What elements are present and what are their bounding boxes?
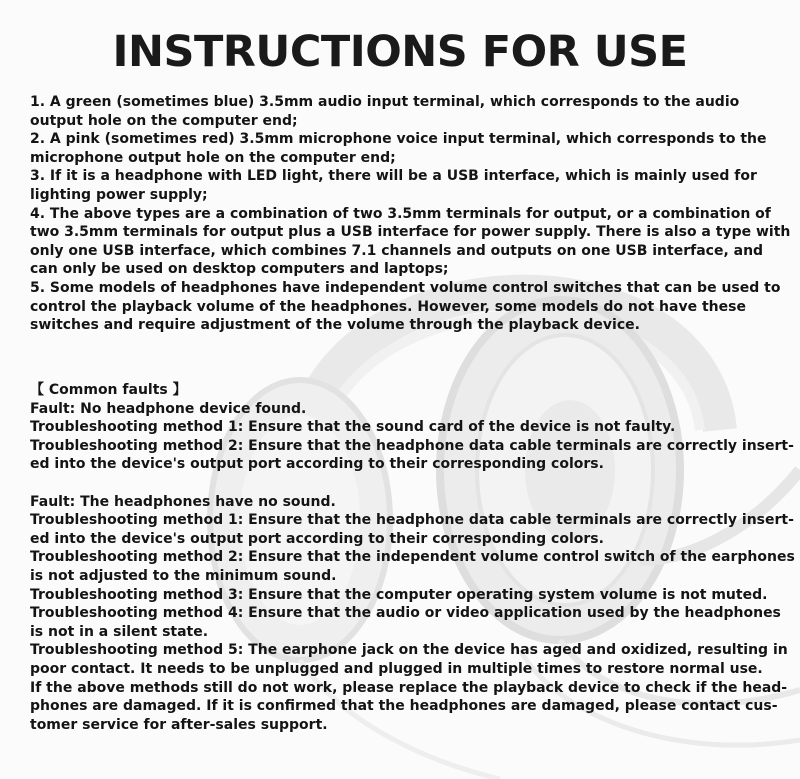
closing-note: If the above methods still do not work, please replace the playback device to check if the head-phones are damaged. If it is confirmed that the headphones are damaged, please contact cus-tomer service for after-sales support.	[30, 679, 788, 733]
troubleshooting-method: Troubleshooting method 1: Ensure that the headphone data cable terminals are correctly insert-ed into the device's output port according to their corresponding colors.	[30, 512, 794, 547]
instruction-item: 2. A pink (sometimes red) 3.5mm microphone voice input terminal, which corresponds to the microphone output hole on the computer end;	[30, 131, 767, 166]
fault-title: Fault: The headphones have no sound.	[30, 493, 336, 510]
troubleshooting-method: Troubleshooting method 2: Ensure that the independent volume control switch of the earphones is not adjusted to the minimum sound.	[30, 549, 795, 584]
troubleshooting-method: Troubleshooting method 5: The earphone jack on the device has aged and oxidized, resulting in poor contact. It needs to be unplugged and plugged in multiple times to restore normal use.	[30, 642, 788, 677]
troubleshooting-method: Troubleshooting method 3: Ensure that the computer operating system volume is not muted.	[30, 586, 768, 603]
instruction-item: 3. If it is a headphone with LED light, there will be a USB interface, which is mainly used for lighting power supply;	[30, 168, 757, 203]
instruction-item: 4. The above types are a combination of two 3.5mm terminals for output, or a combination of two 3.5mm terminals for output plus a USB interface for power supply. There is also a type with only one USB interface, which combines 7.1 channels and outputs on one USB interface, and can only be used on desktop computers and laptops;	[30, 205, 791, 278]
instruction-item: 1. A green (sometimes blue) 3.5mm audio input terminal, which corresponds to the audio output hole on the computer end;	[30, 94, 740, 129]
section-spacer	[30, 474, 795, 493]
common-faults-section	[30, 381, 795, 734]
fault-title: Fault: No headphone device found.	[30, 400, 307, 417]
troubleshooting-method: Troubleshooting method 1: Ensure that the sound card of the device is not faulty.	[30, 419, 676, 436]
troubleshooting-method: Troubleshooting method 4: Ensure that the audio or video application used by the headphones is not in a silent state.	[30, 605, 781, 640]
page-title: INSTRUCTIONS FOR USE	[112, 27, 688, 77]
instructions-list	[30, 93, 795, 335]
troubleshooting-method: Troubleshooting method 2: Ensure that the headphone data cable terminals are correctly insert-ed into the device's output port according to their corresponding colors.	[30, 437, 794, 473]
faults-heading: 【 Common faults 】	[30, 382, 187, 398]
instruction-item: 5. Some models of headphones have independent volume control switches that can be used to control the playback volume of the headphones. However, some models do not have these switches and require adjustment of the volume through the playback device.	[30, 279, 781, 334]
